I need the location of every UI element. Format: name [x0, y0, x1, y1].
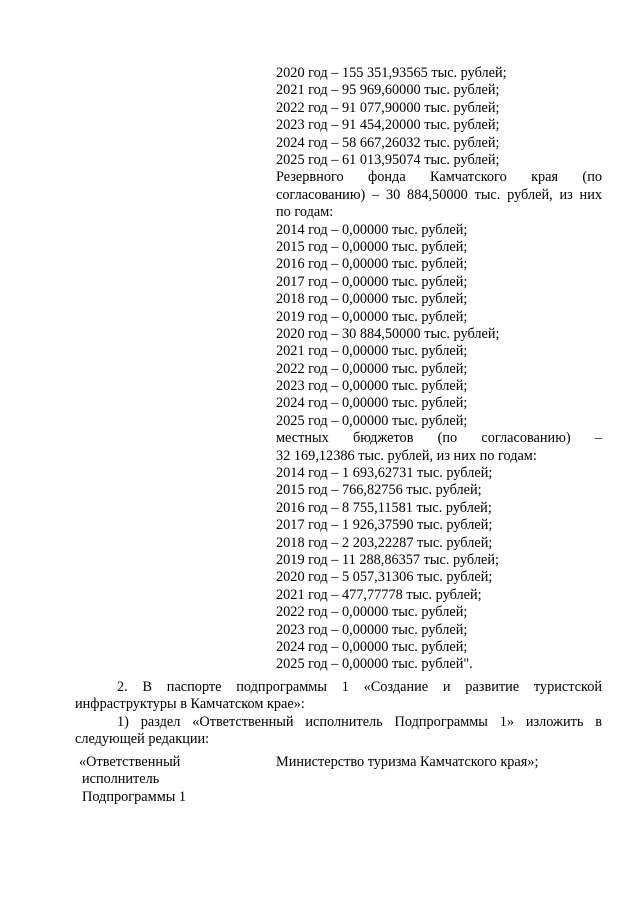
- local-budgets-item: 2022 год – 0,00000 тыс. рублей;: [276, 604, 468, 621]
- reserve-fund-item: 2023 год – 0,00000 тыс. рублей;: [276, 378, 468, 395]
- reserve-fund-line-1: Резервного фонда Камчатского края (по: [276, 169, 602, 186]
- regional-funding-item: 2023 год – 91 454,20000 тыс. рублей;: [276, 117, 500, 134]
- local-budgets-item: 2014 год – 1 693,62731 тыс. рублей;: [276, 465, 493, 482]
- regional-funding-item: 2021 год – 95 969,60000 тыс. рублей;: [276, 82, 500, 99]
- paragraph-2: [75, 679, 602, 714]
- local-budgets-list: [276, 465, 602, 674]
- reserve-fund-item: 2025 год – 0,00000 тыс. рублей;: [276, 412, 468, 429]
- reserve-fund-item: 2019 год – 0,00000 тыс. рублей;: [276, 308, 468, 325]
- table-right-text: Министерство туризма Камчатского края»;: [276, 754, 539, 770]
- table-left-line-1: «Ответственный: [79, 754, 181, 770]
- reserve-fund-list: [276, 222, 602, 431]
- reserve-fund-item: 2016 год – 0,00000 тыс. рублей;: [276, 256, 468, 273]
- paragraph-3-line-2: следующей редакции:: [75, 731, 210, 748]
- reserve-fund-item: 2015 год – 0,00000 тыс. рублей;: [276, 238, 468, 255]
- paragraph-3-line-1: 1) раздел «Ответственный исполнитель Подпрограммы 1» изложить в: [117, 714, 602, 730]
- regional-funding-item: 2025 год – 61 013,95074 тыс. рублей;: [276, 151, 500, 168]
- table-left-line-2: исполнитель: [82, 771, 160, 788]
- regional-funding-item: 2024 год – 58 667,26032 тыс. рублей;: [276, 134, 500, 151]
- paragraph-2-line-2: инфраструктуры в Камчатском крае»:: [75, 696, 305, 713]
- reserve-fund-item: 2021 год – 0,00000 тыс. рублей;: [276, 343, 468, 360]
- table-left-line-3: Подпрограммы 1: [82, 788, 187, 805]
- reserve-fund-line-2: согласованию) – 30 884,50000 тыс. рублей, из них: [276, 186, 602, 203]
- reserve-fund-item: 2022 год – 0,00000 тыс. рублей;: [276, 360, 468, 377]
- local-budgets-item: 2020 год – 5 057,31306 тыс. рублей;: [276, 569, 493, 586]
- reserve-fund-line-3: по годам:: [276, 204, 334, 221]
- local-budgets-item: 2019 год – 11 288,86357 тыс. рублей;: [276, 552, 499, 569]
- local-budgets-line-1: местных бюджетов (по согласованию) –: [276, 430, 602, 447]
- local-budgets-item: 2016 год – 8 755,11581 тыс. рублей;: [276, 499, 492, 516]
- local-budgets-item: 2017 год – 1 926,37590 тыс. рублей;: [276, 517, 493, 534]
- regional-funding-list: [276, 65, 602, 169]
- funding-column: [276, 65, 602, 674]
- local-budgets-item: 2023 год – 0,00000 тыс. рублей;: [276, 621, 468, 638]
- local-budgets-item: 2021 год – 477,77778 тыс. рублей;: [276, 586, 482, 603]
- paragraph-3: [75, 714, 602, 749]
- regional-funding-item: 2020 год – 155 351,93565 тыс. рублей;: [276, 65, 507, 81]
- reserve-fund-item: 2014 год – 0,00000 тыс. рублей;: [276, 221, 468, 238]
- local-budgets-item: 2015 год – 766,82756 тыс. рублей;: [276, 482, 482, 499]
- reserve-fund-item: 2020 год – 30 884,50000 тыс. рублей;: [276, 325, 500, 342]
- reserve-fund-item: 2024 год – 0,00000 тыс. рублей;: [276, 395, 468, 412]
- reserve-fund-item: 2018 год – 0,00000 тыс. рублей;: [276, 291, 468, 308]
- table-right-cell: [276, 754, 538, 771]
- local-budgets-line-2: 32 169,12386 тыс. рублей, из них по годам:: [276, 447, 537, 464]
- regional-funding-item: 2022 год – 91 077,90000 тыс. рублей;: [276, 99, 500, 116]
- table-left-cell: [79, 754, 259, 806]
- reserve-fund-item: 2017 год – 0,00000 тыс. рублей;: [276, 273, 468, 290]
- local-budgets-item: 2024 год – 0,00000 тыс. рублей;: [276, 638, 468, 655]
- local-budgets-item: 2018 год – 2 203,22287 тыс. рублей;: [276, 534, 493, 551]
- local-budgets-item: 2025 год – 0,00000 тыс. рублей".: [276, 656, 473, 673]
- paragraph-2-line-1: 2. В паспорте подпрограммы 1 «Создание и развитие туристской: [117, 679, 602, 695]
